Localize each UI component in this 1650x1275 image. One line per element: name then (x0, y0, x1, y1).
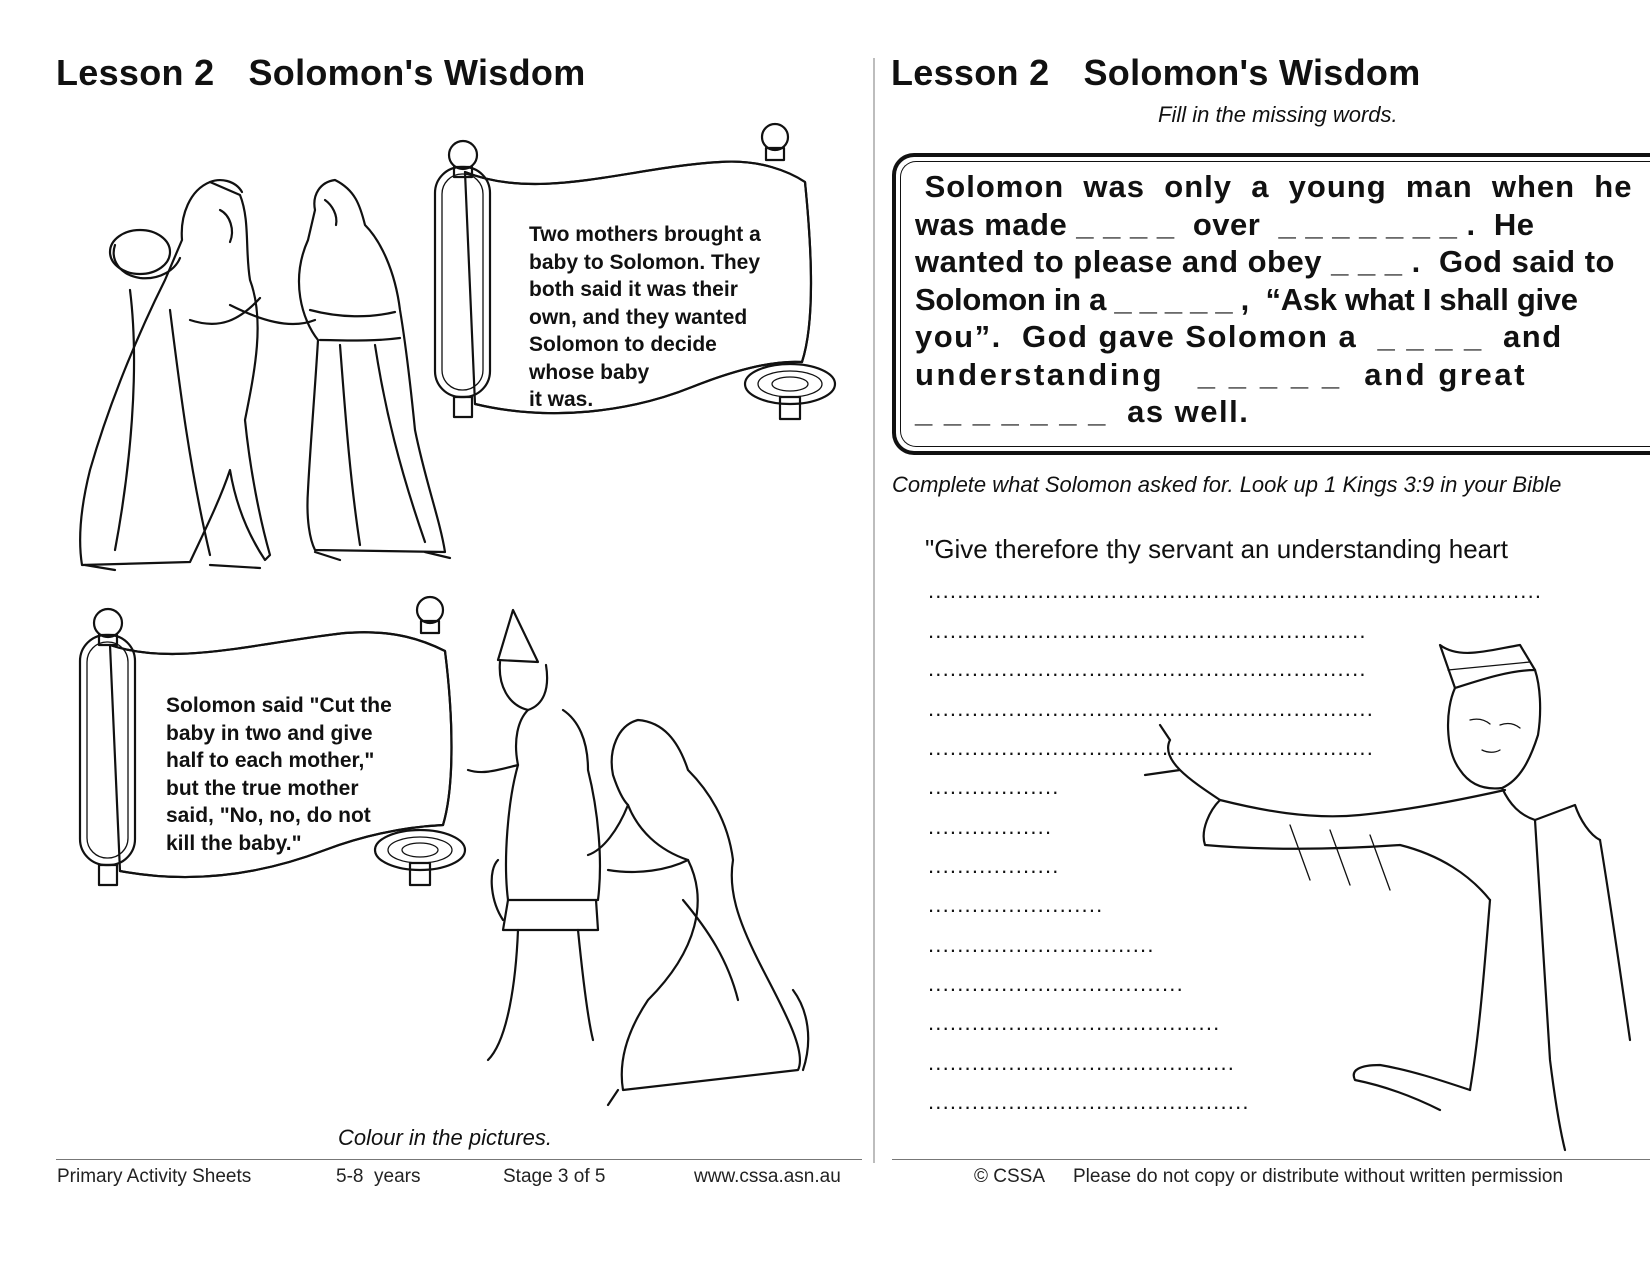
answer-line[interactable]: ............................................................. (928, 735, 1375, 760)
footer-copyright: © CSSA (974, 1166, 1046, 1187)
answer-line[interactable]: .......................................... (928, 1050, 1236, 1075)
fill-line: was made _ _ _ _ over _ _ _ _ _ _ _ . He (915, 206, 1535, 242)
answer-line[interactable]: .................. (928, 774, 1060, 799)
answer-line[interactable]: ........................................ (928, 1010, 1221, 1035)
answer-line[interactable]: ............................................ (928, 1089, 1250, 1114)
fill-line: _ _ _ _ _ _ _ as well. (915, 394, 1250, 429)
scroll-2-line: half to each mother," (166, 749, 375, 772)
scroll-2-text (166, 692, 392, 857)
scroll-2-line: said, "No, no, do not (166, 804, 371, 827)
soldier-and-mother-illustration (478, 600, 858, 1120)
fill-instruction: Fill in the missing words. (1158, 102, 1398, 127)
footer-website[interactable]: www.cssa.asn.au (694, 1166, 841, 1187)
complete-instruction: Complete what Solomon asked for. Look up 1 Kings 3:9 in your Bible (892, 472, 1562, 497)
answer-line[interactable]: .................................................................................... (928, 578, 1543, 603)
answer-line[interactable]: ............................................................ (928, 656, 1367, 681)
fill-line: you”. God gave Solomon a _ _ _ _ and (915, 319, 1563, 354)
scroll-1-line: own, and they wanted (529, 305, 748, 329)
scroll-1-line: both said it was their (529, 278, 738, 301)
answer-line[interactable]: ............................................................ (928, 618, 1367, 643)
scroll-1-line: baby to Solomon. They (529, 250, 761, 274)
scroll-1-line: whose baby (529, 360, 650, 384)
left-footer-rule (56, 1159, 862, 1160)
footer-ages: 5-8 years (336, 1166, 421, 1187)
left-lesson-label: Lesson 2 (56, 52, 215, 93)
left-lesson-title: Solomon's Wisdom (248, 52, 586, 93)
two-mothers-illustration (70, 170, 480, 580)
scroll-1-text (529, 221, 761, 414)
fill-line: Solomon in a _ _ _ _ _ , “Ask what I shall give (915, 281, 1578, 317)
verse-start: "Give therefore thy servant an understanding heart (925, 534, 1509, 564)
scroll-2-line: but the true mother (166, 776, 359, 800)
page-divider (873, 58, 875, 1163)
answer-line[interactable]: ............................... (928, 932, 1155, 957)
scroll-1-line: Solomon to decide (529, 333, 717, 356)
scroll-2-line: kill the baby." (166, 831, 302, 855)
fill-line: Solomon was only a young man when he (915, 169, 1633, 204)
scroll-2-line: baby in two and give (166, 721, 373, 745)
scroll-1-line: Two mothers brought a (529, 223, 761, 246)
fill-in-text (915, 168, 1650, 431)
answer-line[interactable]: .................. (928, 853, 1060, 878)
answer-line[interactable]: ................. (928, 814, 1053, 839)
colour-caption: Colour in the pictures. (338, 1125, 552, 1150)
answer-line[interactable]: ........................ (928, 892, 1104, 917)
right-footer-rule (892, 1159, 1650, 1160)
fill-line: wanted to please and obey _ _ _ . God said to (915, 244, 1615, 279)
left-lesson-heading (56, 52, 586, 94)
right-lesson-label: Lesson 2 (891, 52, 1050, 93)
right-lesson-title: Solomon's Wisdom (1083, 52, 1421, 93)
answer-line[interactable]: ............................................................. (928, 696, 1375, 721)
scroll-2-line: Solomon said "Cut the (166, 694, 392, 717)
footer-stage: Stage 3 of 5 (503, 1166, 606, 1187)
answer-line[interactable]: ................................... (928, 971, 1184, 996)
fill-line: understanding _ _ _ _ _ and great (915, 356, 1528, 392)
solomon-illustration (1110, 640, 1650, 1160)
footer-notice: Please do not copy or distribute without written permission (1073, 1166, 1564, 1187)
scroll-1-line: it was. (529, 388, 594, 411)
footer-series: Primary Activity Sheets (57, 1166, 252, 1187)
right-lesson-heading (891, 52, 1421, 94)
